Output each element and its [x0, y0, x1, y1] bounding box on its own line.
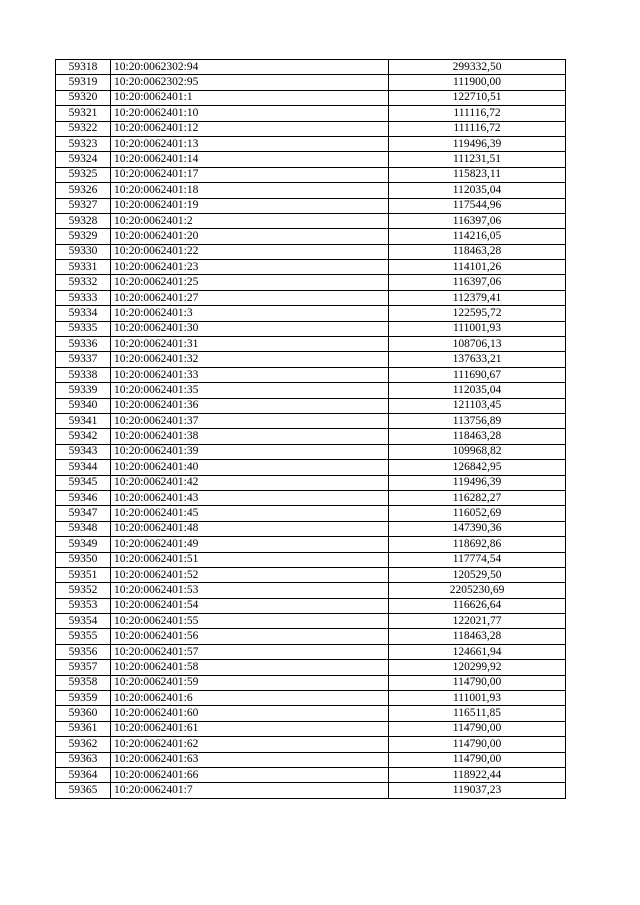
- cadastral-number-cell: 10:20:0062401:43: [111, 490, 389, 505]
- cadastral-number-cell: 10:20:0062401:40: [111, 460, 389, 475]
- cadastral-number-cell: 10:20:0062401:62: [111, 737, 389, 752]
- row-number-cell: 59329: [56, 229, 111, 244]
- row-number-cell: 59346: [56, 490, 111, 505]
- cadastral-number-cell: 10:20:0062401:45: [111, 506, 389, 521]
- value-cell: 116282,27: [389, 490, 566, 505]
- row-number-cell: 59356: [56, 644, 111, 659]
- row-number-cell: 59357: [56, 660, 111, 675]
- value-cell: 122595,72: [389, 306, 566, 321]
- cadastral-number-cell: 10:20:0062401:61: [111, 721, 389, 736]
- row-number-cell: 59334: [56, 306, 111, 321]
- cadastral-number-cell: 10:20:0062401:36: [111, 398, 389, 413]
- value-cell: 118463,28: [389, 429, 566, 444]
- row-number-cell: 59319: [56, 75, 111, 90]
- value-cell: 147390,36: [389, 521, 566, 536]
- table-row: [56, 321, 566, 336]
- table-row: [56, 521, 566, 536]
- data-table: [55, 59, 566, 799]
- table-row: [56, 337, 566, 352]
- cadastral-number-cell: 10:20:0062401:30: [111, 321, 389, 336]
- value-cell: 112379,41: [389, 290, 566, 305]
- row-number-cell: 59340: [56, 398, 111, 413]
- row-number-cell: 59336: [56, 337, 111, 352]
- table-row: [56, 275, 566, 290]
- cadastral-number-cell: 10:20:0062401:63: [111, 752, 389, 767]
- cadastral-number-cell: 10:20:0062401:35: [111, 383, 389, 398]
- value-cell: 111001,93: [389, 321, 566, 336]
- row-number-cell: 59338: [56, 367, 111, 382]
- value-cell: 111116,72: [389, 106, 566, 121]
- cadastral-number-cell: 10:20:0062401:20: [111, 229, 389, 244]
- cadastral-number-cell: 10:20:0062401:58: [111, 660, 389, 675]
- table-row: [56, 506, 566, 521]
- value-cell: 111116,72: [389, 121, 566, 136]
- row-number-cell: 59349: [56, 537, 111, 552]
- cadastral-number-cell: 10:20:0062401:7: [111, 783, 389, 798]
- cadastral-number-cell: 10:20:0062401:55: [111, 614, 389, 629]
- cadastral-number-cell: 10:20:0062401:14: [111, 152, 389, 167]
- row-number-cell: 59330: [56, 244, 111, 259]
- value-cell: 116397,06: [389, 275, 566, 290]
- value-cell: 113756,89: [389, 413, 566, 428]
- cadastral-number-cell: 10:20:0062401:66: [111, 767, 389, 782]
- value-cell: 120299,92: [389, 660, 566, 675]
- cadastral-number-cell: 10:20:0062401:39: [111, 444, 389, 459]
- table-row: [56, 106, 566, 121]
- table-row: [56, 90, 566, 105]
- table-row: [56, 413, 566, 428]
- cadastral-number-cell: 10:20:0062401:38: [111, 429, 389, 444]
- table-row: [56, 721, 566, 736]
- row-number-cell: 59320: [56, 90, 111, 105]
- cadastral-number-cell: 10:20:0062401:59: [111, 675, 389, 690]
- table-row: [56, 198, 566, 213]
- table-row: [56, 429, 566, 444]
- value-cell: 119496,39: [389, 136, 566, 151]
- row-number-cell: 59359: [56, 691, 111, 706]
- cadastral-number-cell: 10:20:0062401:18: [111, 183, 389, 198]
- cadastral-number-cell: 10:20:0062401:49: [111, 537, 389, 552]
- row-number-cell: 59345: [56, 475, 111, 490]
- value-cell: 112035,04: [389, 383, 566, 398]
- table-row: [56, 121, 566, 136]
- row-number-cell: 59361: [56, 721, 111, 736]
- value-cell: 114790,00: [389, 675, 566, 690]
- value-cell: 109968,82: [389, 444, 566, 459]
- row-number-cell: 59354: [56, 614, 111, 629]
- row-number-cell: 59347: [56, 506, 111, 521]
- table-row: [56, 367, 566, 382]
- table-row: [56, 552, 566, 567]
- cadastral-number-cell: 10:20:0062401:12: [111, 121, 389, 136]
- table-row: [56, 136, 566, 151]
- row-number-cell: 59325: [56, 167, 111, 182]
- row-number-cell: 59335: [56, 321, 111, 336]
- value-cell: 118463,28: [389, 629, 566, 644]
- row-number-cell: 59355: [56, 629, 111, 644]
- value-cell: 117774,54: [389, 552, 566, 567]
- cadastral-number-cell: 10:20:0062401:25: [111, 275, 389, 290]
- row-number-cell: 59362: [56, 737, 111, 752]
- table-row: [56, 767, 566, 782]
- table-row: [56, 490, 566, 505]
- table-row: [56, 475, 566, 490]
- table-row: [56, 229, 566, 244]
- value-cell: 114216,05: [389, 229, 566, 244]
- table-row: [56, 706, 566, 721]
- table-row: [56, 629, 566, 644]
- cadastral-number-cell: 10:20:0062401:33: [111, 367, 389, 382]
- cadastral-number-cell: 10:20:0062401:53: [111, 583, 389, 598]
- value-cell: 116511,85: [389, 706, 566, 721]
- cadastral-number-cell: 10:20:0062401:23: [111, 260, 389, 275]
- value-cell: 122710,51: [389, 90, 566, 105]
- value-cell: 117544,96: [389, 198, 566, 213]
- row-number-cell: 59323: [56, 136, 111, 151]
- row-number-cell: 59348: [56, 521, 111, 536]
- table-row: [56, 614, 566, 629]
- table-row: [56, 213, 566, 228]
- value-cell: 121103,45: [389, 398, 566, 413]
- cadastral-number-cell: 10:20:0062401:48: [111, 521, 389, 536]
- cadastral-number-cell: 10:20:0062401:6: [111, 691, 389, 706]
- cadastral-number-cell: 10:20:0062401:57: [111, 644, 389, 659]
- row-number-cell: 59332: [56, 275, 111, 290]
- value-cell: 116626,64: [389, 598, 566, 613]
- value-cell: 120529,50: [389, 567, 566, 582]
- row-number-cell: 59344: [56, 460, 111, 475]
- value-cell: 114101,26: [389, 260, 566, 275]
- row-number-cell: 59331: [56, 260, 111, 275]
- row-number-cell: 59351: [56, 567, 111, 582]
- cadastral-number-cell: 10:20:0062401:54: [111, 598, 389, 613]
- value-cell: 119496,39: [389, 475, 566, 490]
- table-row: [56, 444, 566, 459]
- value-cell: 124661,94: [389, 644, 566, 659]
- table-row: [56, 183, 566, 198]
- cadastral-number-cell: 10:20:0062401:42: [111, 475, 389, 490]
- row-number-cell: 59365: [56, 783, 111, 798]
- cadastral-number-cell: 10:20:0062401:2: [111, 213, 389, 228]
- value-cell: 111231,51: [389, 152, 566, 167]
- row-number-cell: 59352: [56, 583, 111, 598]
- cadastral-number-cell: 10:20:0062401:19: [111, 198, 389, 213]
- table-row: [56, 660, 566, 675]
- table-row: [56, 537, 566, 552]
- cadastral-number-cell: 10:20:0062401:22: [111, 244, 389, 259]
- value-cell: 137633,21: [389, 352, 566, 367]
- table-row: [56, 152, 566, 167]
- row-number-cell: 59333: [56, 290, 111, 305]
- cadastral-number-cell: 10:20:0062401:56: [111, 629, 389, 644]
- value-cell: 114790,00: [389, 721, 566, 736]
- cadastral-number-cell: 10:20:0062401:1: [111, 90, 389, 105]
- cadastral-number-cell: 10:20:0062401:17: [111, 167, 389, 182]
- row-number-cell: 59339: [56, 383, 111, 398]
- table-body: [56, 60, 566, 799]
- value-cell: 299332,50: [389, 60, 566, 75]
- table-row: [56, 398, 566, 413]
- table-row: [56, 60, 566, 75]
- table-row: [56, 306, 566, 321]
- table-row: [56, 460, 566, 475]
- table-row: [56, 675, 566, 690]
- table-row: [56, 167, 566, 182]
- row-number-cell: 59337: [56, 352, 111, 367]
- table-row: [56, 644, 566, 659]
- table-row: [56, 583, 566, 598]
- cadastral-number-cell: 10:20:0062401:27: [111, 290, 389, 305]
- table-row: [56, 244, 566, 259]
- table-row: [56, 352, 566, 367]
- value-cell: 111900,00: [389, 75, 566, 90]
- value-cell: 122021,77: [389, 614, 566, 629]
- row-number-cell: 59342: [56, 429, 111, 444]
- row-number-cell: 59350: [56, 552, 111, 567]
- value-cell: 114790,00: [389, 752, 566, 767]
- row-number-cell: 59360: [56, 706, 111, 721]
- table-row: [56, 598, 566, 613]
- cadastral-number-cell: 10:20:0062401:10: [111, 106, 389, 121]
- value-cell: 118692,86: [389, 537, 566, 552]
- table-row: [56, 383, 566, 398]
- value-cell: 112035,04: [389, 183, 566, 198]
- cadastral-number-cell: 10:20:0062302:94: [111, 60, 389, 75]
- cadastral-number-cell: 10:20:0062401:13: [111, 136, 389, 151]
- cadastral-number-cell: 10:20:0062401:60: [111, 706, 389, 721]
- row-number-cell: 59353: [56, 598, 111, 613]
- row-number-cell: 59358: [56, 675, 111, 690]
- row-number-cell: 59341: [56, 413, 111, 428]
- cadastral-number-cell: 10:20:0062401:51: [111, 552, 389, 567]
- cadastral-number-cell: 10:20:0062401:31: [111, 337, 389, 352]
- table-row: [56, 691, 566, 706]
- value-cell: 114790,00: [389, 737, 566, 752]
- cadastral-number-cell: 10:20:0062401:32: [111, 352, 389, 367]
- table-row: [56, 75, 566, 90]
- row-number-cell: 59327: [56, 198, 111, 213]
- value-cell: 126842,95: [389, 460, 566, 475]
- value-cell: 108706,13: [389, 337, 566, 352]
- table-row: [56, 260, 566, 275]
- row-number-cell: 59321: [56, 106, 111, 121]
- table-row: [56, 752, 566, 767]
- value-cell: 119037,23: [389, 783, 566, 798]
- row-number-cell: 59322: [56, 121, 111, 136]
- row-number-cell: 59343: [56, 444, 111, 459]
- table-row: [56, 567, 566, 582]
- cadastral-number-cell: 10:20:0062401:37: [111, 413, 389, 428]
- row-number-cell: 59364: [56, 767, 111, 782]
- row-number-cell: 59324: [56, 152, 111, 167]
- value-cell: 116052,69: [389, 506, 566, 521]
- table-row: [56, 737, 566, 752]
- value-cell: 118463,28: [389, 244, 566, 259]
- cadastral-number-cell: 10:20:0062401:3: [111, 306, 389, 321]
- value-cell: 2205230,69: [389, 583, 566, 598]
- value-cell: 116397,06: [389, 213, 566, 228]
- row-number-cell: 59318: [56, 60, 111, 75]
- value-cell: 118922,44: [389, 767, 566, 782]
- value-cell: 115823,11: [389, 167, 566, 182]
- value-cell: 111001,93: [389, 691, 566, 706]
- table-row: [56, 290, 566, 305]
- value-cell: 111690,67: [389, 367, 566, 382]
- row-number-cell: 59363: [56, 752, 111, 767]
- row-number-cell: 59326: [56, 183, 111, 198]
- cadastral-number-cell: 10:20:0062302:95: [111, 75, 389, 90]
- row-number-cell: 59328: [56, 213, 111, 228]
- cadastral-number-cell: 10:20:0062401:52: [111, 567, 389, 582]
- table-row: [56, 783, 566, 798]
